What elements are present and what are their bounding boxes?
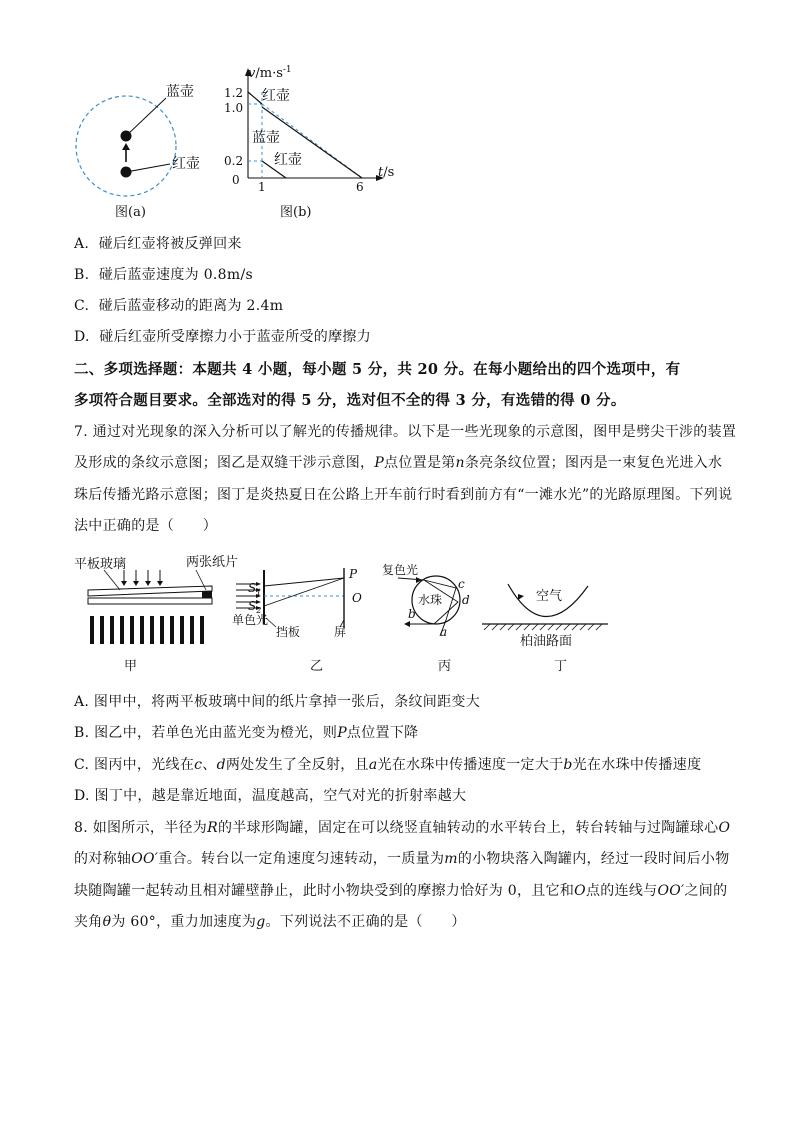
blue-leader [126, 98, 166, 136]
q8-line1: 8. 如图所示，半径为R的半球形陶罐，固定在可以绕竖直轴转动的水平转台上，转台转轴与过陶罐球心O [74, 820, 731, 836]
incident-light-arrows [124, 570, 160, 583]
plate-label: 挡板 [276, 625, 301, 639]
mono-light-label: 单色光 [232, 613, 269, 627]
section2-line2: 多项符合题目要求。全部选对的得 5 分，选对但不全的得 3 分，有选错的得 0 分。 [74, 392, 626, 409]
jia-leader-glass [104, 570, 120, 590]
ding-caption: 丁 [554, 659, 568, 674]
y-tick-1-2: 1.2 [224, 86, 244, 100]
b-label: b [408, 607, 416, 621]
air-label: 空气 [536, 589, 563, 604]
fig-a-caption: 图(a) [115, 205, 146, 220]
p-label: P [349, 567, 358, 581]
q6-option-a: A. 碰后红壶将被反弹回来 [74, 236, 242, 252]
y-tick-1-0: 1.0 [224, 101, 244, 115]
svg-text:v/m·s-1 [248, 65, 292, 81]
d-label: d [462, 593, 470, 607]
figure-bing [380, 556, 490, 680]
q7-option-c: C. 图丙中，光线在c、d两处发生了全反射，且a光在水珠中传播速度一定大于b光在水珠中传播速度 [74, 757, 702, 773]
fig-b-red-lower: 红壶 [274, 152, 302, 168]
q7-line2: 及形成的条纹示意图；图乙是双缝干涉示意图，P点位置是第n条亮条纹位置；图丙是一束复色光进入水 [74, 455, 723, 471]
s2-label: S [248, 599, 257, 613]
svg-text:t/s [378, 165, 394, 180]
figure-b [224, 60, 408, 230]
red-before-line [248, 92, 262, 104]
compound-light-label: 复色光 [382, 563, 419, 577]
q6-option-a-text: 碰后红壶将被反弹回来 [98, 236, 242, 252]
jia-label-paper: 两张纸片 [186, 555, 239, 570]
q7-line1: 7. 通过对光现象的深入分析可以了解光的传播规律。以下是一些光现象的示意图，图甲是劈尖干涉的装置 [74, 424, 737, 440]
figure-ding [480, 556, 620, 680]
q8-line3: 块随陶罐一起转动且相对罐壁静止，此时小物块受到的摩擦力恰好为 0，且它和O点的连线与OO′之间的 [74, 883, 728, 899]
figure-yi [232, 556, 382, 680]
q6-option-d-text: 碰后红壶所受摩擦力小于蓝壶所受的摩擦力 [99, 329, 371, 345]
red-leader [126, 164, 170, 172]
svg-text:S2: $S_2$ [248, 599, 262, 615]
q7-option-a: A. 图甲中，将两平板玻璃中间的纸片拿掉一张后，条纹间距变大 [74, 694, 481, 710]
x-axis-label-t: t [378, 165, 384, 180]
s1-label: S [248, 581, 257, 595]
paper-pieces [202, 591, 212, 598]
fig-a-blue-label: 蓝壶 [166, 84, 194, 100]
o-label: O [352, 591, 362, 605]
bing-caption: 丙 [438, 659, 452, 674]
y-tick-0: 0 [232, 173, 240, 187]
yi-caption: 乙 [310, 659, 324, 674]
bottom-glass-plate [88, 598, 212, 604]
x-axis-label-unit: /s [383, 165, 395, 180]
a-label: a [440, 625, 448, 639]
y-axis-label-exp: -1 [282, 65, 292, 75]
top-glass-plate [88, 586, 212, 596]
section2-line1: 二、多项选择题：本题共 4 小题，每小题 5 分，共 20 分。在每小题给出的四个选项中，有 [74, 361, 681, 378]
fig-b-red-upper: 红壶 [262, 88, 290, 104]
jia-leader-paper [196, 570, 206, 590]
c-label: c [458, 577, 465, 591]
y-axis-label-v: v [248, 66, 256, 81]
jia-label-glass: 平板玻璃 [74, 557, 127, 572]
water-drop-label: 水珠 [418, 593, 443, 607]
fig-b-blue-mid: 蓝壶 [252, 130, 280, 146]
road-hatching [484, 624, 602, 630]
q8-line4: 夹角θ为 60°，重力加速度为g。下列说法不正确的是（ ） [74, 914, 466, 930]
y-axis-label-unit: /m·s [255, 66, 283, 81]
fig-a-red-label: 红壶 [172, 156, 200, 172]
q7-option-b: B. 图乙中，若单色光由蓝光变为橙光，则P点位置下降 [74, 725, 419, 741]
x-tick-1: 1 [258, 180, 266, 194]
q6-option-c: C. 碰后蓝壶移动的距离为 2.4m [74, 298, 284, 314]
jia-caption: 甲 [124, 659, 138, 674]
q6-option-b: B. 碰后蓝壶速度为 0.8m/s [74, 267, 253, 283]
arrow-head [122, 143, 130, 150]
fig-b-caption: 图(b) [280, 205, 312, 220]
q8-line2: 的对称轴OO′重合。转台以一定角速度匀速转动，一质量为m的小物块落入陶罐内，经过一段时间后小物 [74, 851, 730, 867]
q7-line3: 珠后传播光路示意图；图丁是炎热夏日在公路上开车前行时看到前方有“一滩水光”的光路原理图。下列说 [74, 487, 733, 503]
q7-option-d: D. 图丁中，越是靠近地面，温度越高，空气对光的折射率越大 [74, 788, 467, 804]
figure-jia [70, 550, 239, 680]
interference-fringes [90, 616, 204, 644]
svg-text:S1: $S_1$ [248, 581, 262, 597]
q6-option-c-text: 碰后蓝壶移动的距离为 2.4m [98, 298, 284, 314]
road-label: 柏油路面 [520, 634, 573, 649]
q7-line4: 法中正确的是（ ） [74, 518, 217, 534]
x-tick-6: 6 [356, 180, 364, 194]
q6-option-d: D. 碰后红壶所受摩擦力小于蓝壶所受的摩擦力 [74, 329, 371, 345]
q6-option-b-text: 碰后蓝壶速度为 0.8m/s [98, 267, 253, 283]
y-tick-0-2: 0.2 [224, 154, 244, 168]
figure-a [60, 60, 230, 230]
screen-label: 屏 [334, 625, 347, 639]
